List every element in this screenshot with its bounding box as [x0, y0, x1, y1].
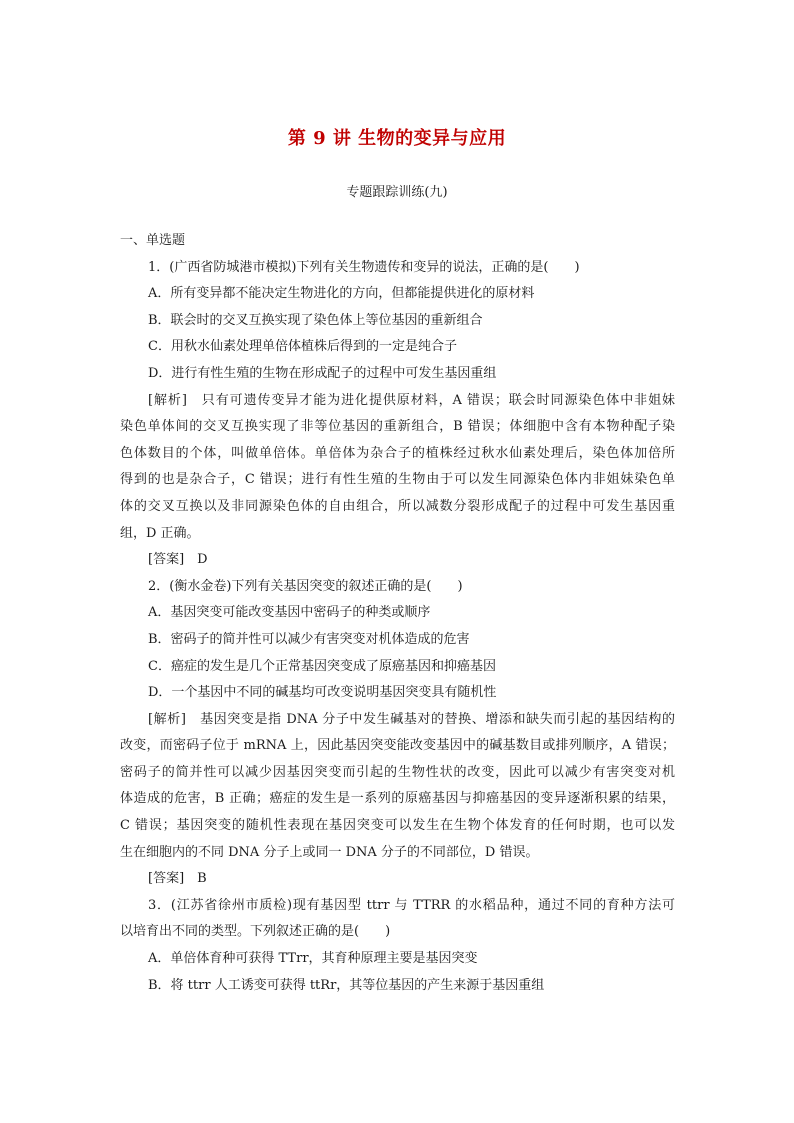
question-2-analysis-line: [解析] 基因突变是指 DNA 分子中发生碱基对的替换、增添和缺失而引起的基因结构的 — [148, 711, 675, 727]
question-3-stem: 以培育出不同的类型。下列叙述正确的是( ) — [120, 924, 391, 940]
question-1-option-b: B．联会时的交叉互换实现了染色体上等位基因的重新组合 — [148, 312, 483, 328]
question-1-analysis-line: 色体数目的个体，叫做单倍体。单倍体为杂合子的植株经过秋水仙素处理后，染色体加倍所 — [120, 445, 675, 461]
question-2-option-a: A．基因突变可能改变基因中密码子的种类或顺序 — [148, 605, 431, 621]
question-2-analysis-line: 体造成的危害，B 正确；癌症的发生是一系列的原癌基因与抑癌基因的变异逐渐积累的结果， — [120, 791, 675, 807]
question-2-analysis-line: 生在细胞内的不同 DNA 分子上或同一 DNA 分子的不同部位，D 错误。 — [120, 844, 539, 860]
page-title: 第 9 讲 生物的变异与应用 — [287, 128, 507, 149]
question-2-stem: 2．(衡水金卷)下列有关基因突变的叙述正确的是( ) — [148, 578, 463, 594]
question-1-analysis-line: 得到的也是杂合子，C 错误；进行有性生殖的生物由于可以发生同源染色体内非姐妹染色单 — [120, 472, 675, 488]
question-3-option-b: B．将 ttrr 人工诱变可获得 ttRr，其等位基因的产生来源于基因重组 — [148, 977, 545, 993]
question-1-analysis-line: 染色单体间的交叉互换实现了非等位基因的重新组合，B 错误；体细胞中含有本物种配子染 — [120, 419, 675, 435]
question-1-option-c: C．用秋水仙素处理单倍体植株后得到的一定是纯合子 — [148, 339, 457, 355]
question-2-option-c: C．癌症的发生是几个正常基因突变成了原癌基因和抑癌基因 — [148, 658, 496, 674]
question-1-option-d: D．进行有性生殖的生物在形成配子的过程中可发生基因重组 — [148, 365, 497, 381]
question-1-option-a: A．所有变异都不能决定生物进化的方向，但都能提供进化的原材料 — [148, 286, 535, 302]
question-2-analysis-line: C 错误；基因突变的随机性表现在基因突变可以发生在生物个体发育的任何时期，也可以发 — [120, 818, 675, 834]
question-3-option-a: A．单倍体育种可获得 TTrr，其育种原理主要是基因突变 — [148, 951, 478, 967]
page-subtitle: 专题跟踪训练(九) — [346, 185, 448, 200]
question-2-analysis-line: 改变，而密码子位于 mRNA 上，因此基因突变能改变基因中的碱基数目或排列顺序，A 错误； — [120, 738, 675, 754]
question-1-analysis-line: 组，D 正确。 — [120, 525, 200, 541]
question-3-stem: 3．(江苏省徐州市质检)现有基因型 ttrr 与 TTRR 的水稻品种，通过不同的育种方法可 — [148, 897, 675, 913]
question-1-stem: 1．(广西省防城港市模拟)下列有关生物遗传和变异的说法，正确的是( ) — [148, 259, 580, 275]
question-2-option-d: D．一个基因中不同的碱基均可改变说明基因突变具有随机性 — [148, 685, 497, 701]
question-2-analysis-line: 密码子的简并性可以减少因基因突变而引起的生物性状的改变，因此可以减少有害突变对机 — [120, 764, 675, 780]
question-1-answer: [答案] D — [148, 552, 208, 568]
section-heading: 一、单选题 — [120, 233, 186, 248]
question-2-answer: [答案] B — [148, 871, 207, 887]
question-1-analysis-line: 体的交叉互换以及非同源染色体的自由组合，所以减数分裂形成配子的过程中可发生基因重 — [120, 498, 675, 514]
question-2-option-b: B．密码子的简并性可以减少有害突变对机体造成的危害 — [148, 631, 470, 647]
document-body — [120, 228, 675, 999]
question-1-analysis-line: [解析] 只有可遗传变异才能为进化提供原材料，A 错误；联会时同源染色体中非姐妹 — [148, 392, 675, 408]
